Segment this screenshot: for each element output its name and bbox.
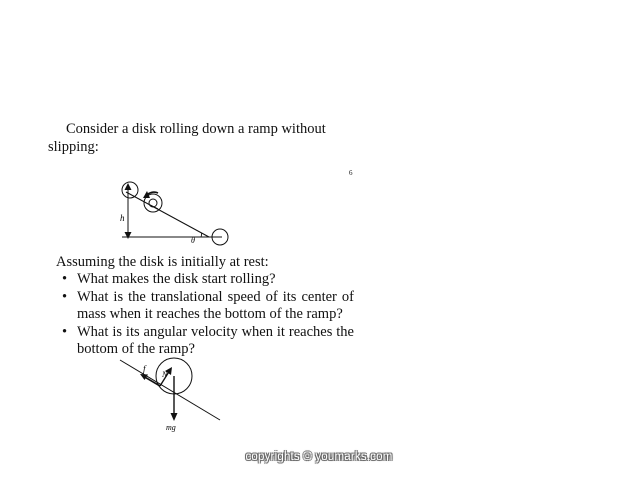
height-arrow-top-head [125,183,132,190]
bullet-icon: • [62,323,68,340]
question-text: What is its angular velocity when it reaches the bottom of the ramp? [77,323,354,357]
question-list [62,271,354,359]
question-text: What makes the disk start rolling? [77,271,276,287]
weight-label: mg [166,423,176,432]
angle-label: θ [191,236,195,245]
question-item [62,271,354,289]
bullet-icon: • [62,288,68,305]
height-arrow-bottom-head [125,232,132,239]
friction-label: f [143,364,146,374]
question-item [62,289,354,324]
height-label: h [120,213,125,223]
bullet-icon: • [62,271,68,287]
weight-arrowhead-icon [171,413,178,421]
angle-arc [201,233,202,237]
intro-paragraph: Consider a disk rolling down a ramp without slipping: [48,121,326,155]
disk-middle-hub [149,199,157,207]
ramp-incline [126,192,209,237]
ramp-figure [112,178,237,250]
page-number: 6 [349,169,353,177]
assumption-text: Assuming the disk is initially at rest: [56,254,269,270]
question-text: What is the translational speed of its center of mass when it reaches the bottom of the ramp? [77,288,354,322]
force-diagram [112,348,227,432]
normal-label: N [162,370,168,379]
copyright-watermark: copyrights © youmarks.com [245,451,393,463]
